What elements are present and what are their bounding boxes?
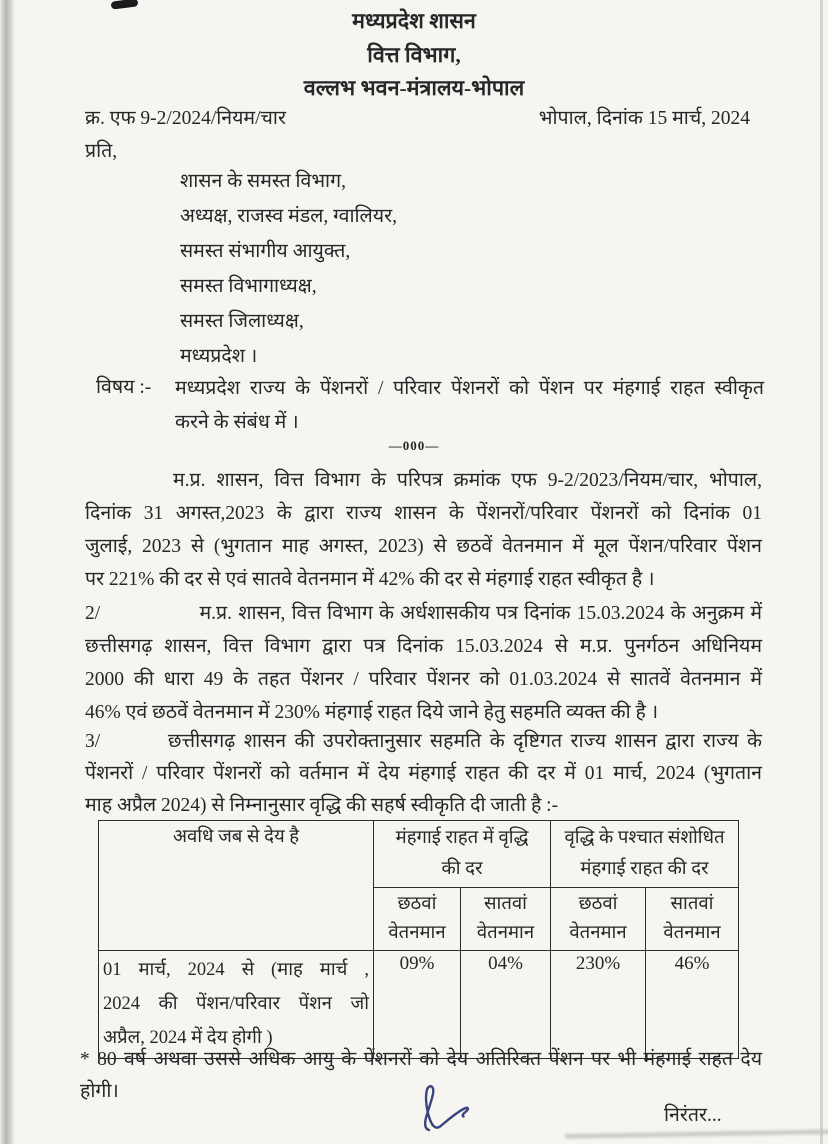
subject-text <box>175 372 764 440</box>
dearness-relief-table <box>98 820 739 1059</box>
table-period-line: 2024 की पेंशन/परिवार पेंशन जो <box>103 994 369 1014</box>
table-period-line: अप्रैल, 2024 में देय होगी ) <box>103 1028 273 1048</box>
department-name: वित्त विभाग, <box>367 42 461 67</box>
paragraph-line: म.प्र. शासन, वित्त विभाग के परिपत्र क्रमांक एफ 9-2/2023/नियम/चार, भोपाल, <box>173 470 762 491</box>
recipient-line: शासन के समस्त विभाग, <box>180 171 346 192</box>
recipient-line: अध्यक्ष, राजस्व मंडल, ग्वालियर, <box>180 206 397 227</box>
section-divider: —000— <box>388 438 440 453</box>
table-header-line: की दर <box>441 859 483 879</box>
table-header-increase-group <box>374 821 551 888</box>
paragraph-line: पेंशनरों / परिवार पेंशनरों को वर्तमान में देय मंहगाई राहत की दर में 01 मार्च, 2024 (भुगतान <box>85 763 762 784</box>
subheader-seventh-pay-revised: सातवां वेतनमान <box>646 888 739 951</box>
continuation-note: निरंतर... <box>664 1105 722 1126</box>
paragraph-1 <box>85 464 762 596</box>
salutation-label: प्रति, <box>85 141 118 162</box>
table-header-period: अवधि जब से देय है <box>99 821 374 951</box>
table-header-line: वृद्धि के पश्चात संशोधित <box>564 828 725 848</box>
paragraph-line: 2/ म.प्र. शासन, वित्त विभाग के अर्धशासकीय पत्र दिनांक 15.03.2024 के अनुक्रम में <box>85 603 762 624</box>
office-address: वल्लभ भवन-मंत्रालय-भोपाल <box>303 76 525 100</box>
government-name: मध्यप्रदेश शासन <box>352 9 476 33</box>
subject-row <box>96 372 764 440</box>
recipient-line: मध्यप्रदेश । <box>180 346 258 367</box>
table-header-line: मंहगाई राहत में वृद्धि <box>395 828 529 848</box>
recipient-line: समस्त विभागाध्यक्ष, <box>180 276 317 297</box>
subheader-sixth-pay-revised: छठवां वेतनमान <box>551 888 646 951</box>
subheader-sixth-pay-increase: छठवां वेतनमान <box>374 888 461 951</box>
paragraph-line: छत्तीसगढ़ शासन, वित्त विभाग द्वारा पत्र दिनांक 15.03.2024 से म.प्र. पुनर्गठन अधिनियम <box>85 636 762 657</box>
subject-line: मध्यप्रदेश राज्य के पेंशनरों / परिवार पेंशनरों को पेंशन पर मंहगाई राहत स्वीकृत <box>175 378 764 399</box>
paragraph-line: जुलाई, 2023 से (भुगतान माह अगस्त, 2023) से छठवें वेतनमान में मूल पेंशन/परिवार पेंशन <box>85 536 762 557</box>
signature-scribble <box>410 1080 490 1142</box>
scan-edge-left <box>0 0 15 1144</box>
paragraph-line: माह अप्रैल 2024) से निम्नानुसार वृद्धि की सहर्ष स्वीकृति दी जाती है :- <box>85 795 559 816</box>
paragraph-line: पर 221% की दर से एवं सातवे वेतनमान में 42% की दर से मंहगाई राहत स्वीकृत है । <box>85 569 655 590</box>
table-cell-sixth-increase: 09% <box>374 951 461 1059</box>
table-header-revised-group <box>551 821 739 888</box>
scan-streak-bottom <box>565 1130 828 1139</box>
subject-line: करने के संबंध में । <box>175 412 299 433</box>
paragraph-line: 3/ छत्तीसगढ़ शासन की उपरोक्तानुसार सहमति के दृष्टिगत राज्य शासन द्वारा राज्य के <box>85 731 762 752</box>
paragraph-2 <box>85 597 762 729</box>
footnote-line: * 80 वर्ष अथवा उससे अधिक आयु के पेंशनरों को देय अतिरिक्त पेंशन पर भी मंहगाई राहत देय <box>80 1049 762 1070</box>
reference-row <box>85 103 750 130</box>
table-period-line: 01 मार्च, 2024 से (माह मार्च , <box>103 960 369 980</box>
paragraph-line: दिनांक 31 अगस्त,2023 के द्वारा राज्य शासन के पेंशनरों/परिवार पेंशनरों को दिनांक 01 <box>85 503 762 524</box>
place-date: भोपाल, दिनांक 15 मार्च, 2024 <box>538 108 750 129</box>
table-cell-seventh-revised: 46% <box>646 951 739 1059</box>
paragraph-3 <box>85 726 762 822</box>
table-cell-sixth-revised: 230% <box>551 951 646 1059</box>
footnote-line: होगी। <box>80 1081 119 1102</box>
paragraph-line: 2000 की धारा 49 के तहत पेंशनर / परिवार पेंशनर को 01.03.2024 से सातवें वेतनमान में <box>85 669 762 690</box>
recipient-line: समस्त संभागीय आयुक्त, <box>180 241 351 262</box>
table-cell-seventh-increase: 04% <box>461 951 551 1059</box>
paragraph-line: 46% एवं छठवें वेतनमान में 230% मंहगाई राहत दिये जाने हेतु सहमति व्यक्त की है । <box>85 702 659 723</box>
table-header-line: मंहगाई राहत की दर <box>580 859 709 879</box>
table-cell-period <box>99 951 374 1059</box>
recipient-list <box>180 164 397 374</box>
letterhead <box>0 5 828 106</box>
scan-edge-right <box>820 0 823 1144</box>
reference-number: क्र. एफ 9-2/2024/नियम/चार <box>85 108 286 129</box>
subject-label: विषय :- <box>96 377 152 398</box>
recipient-line: समस्त जिलाध्यक्ष, <box>180 311 304 332</box>
subheader-seventh-pay-increase: सातवां वेतनमान <box>461 888 551 951</box>
